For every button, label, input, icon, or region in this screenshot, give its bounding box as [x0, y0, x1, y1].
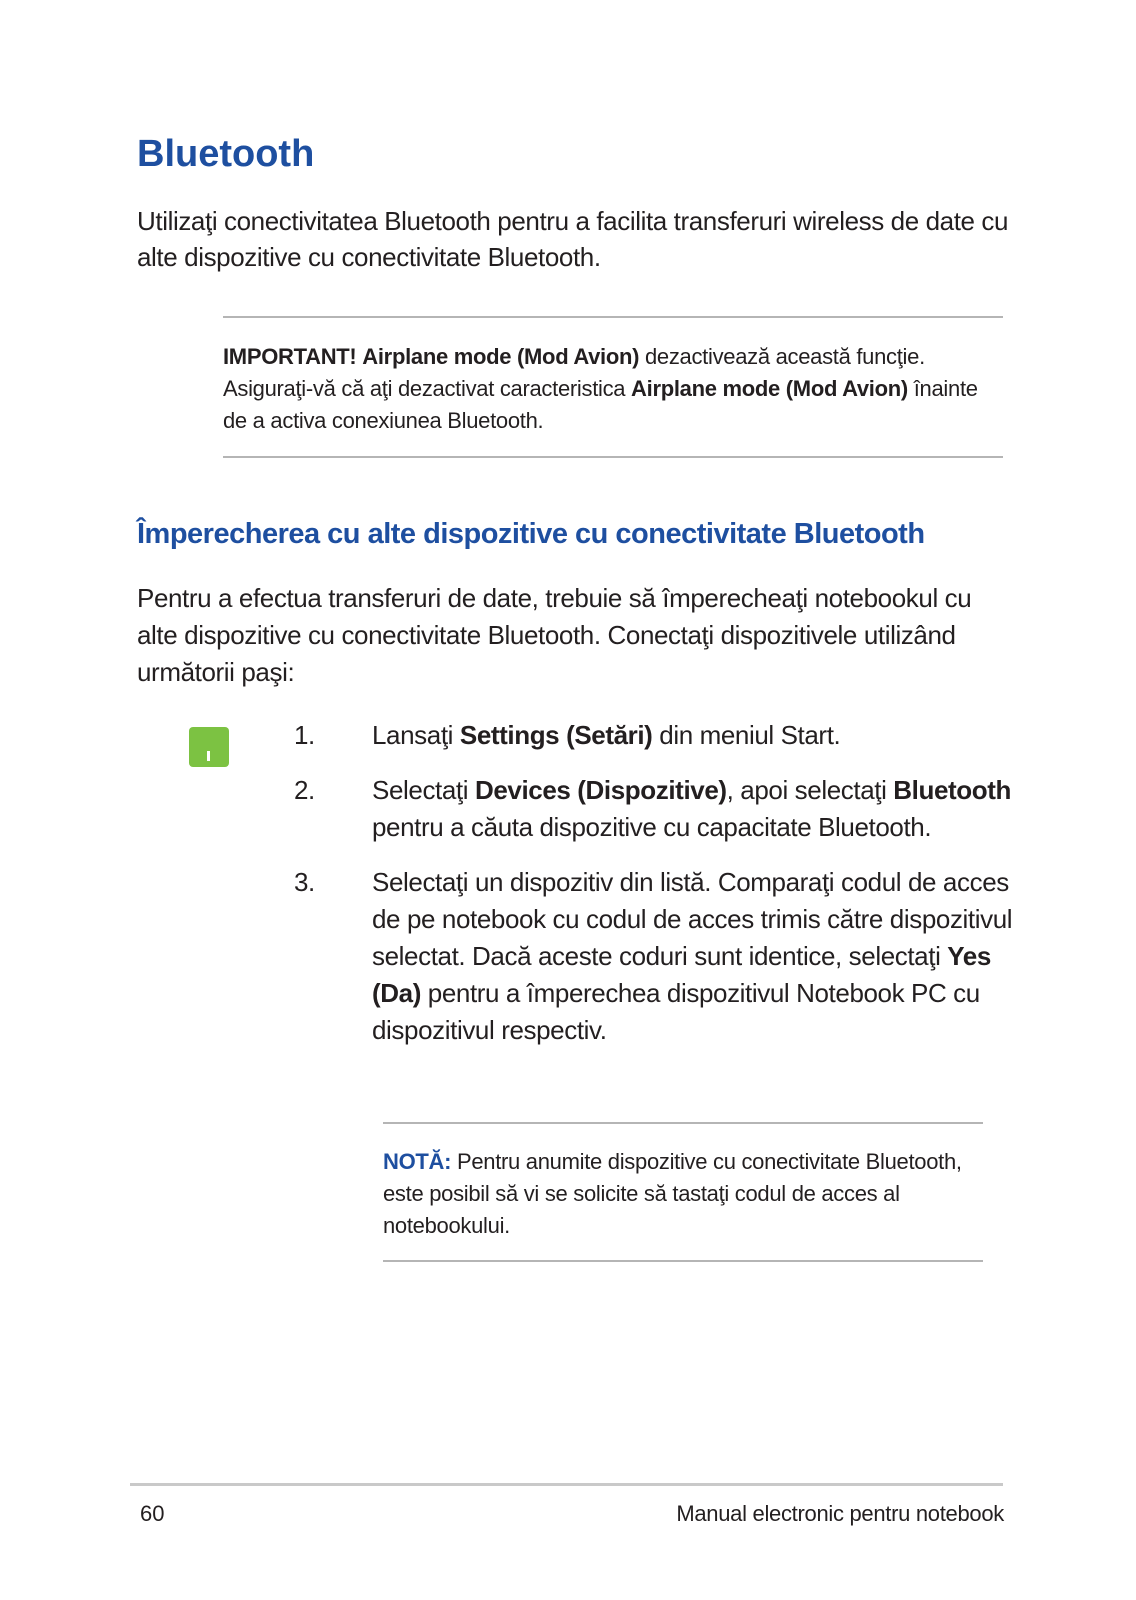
start-key-mark: [207, 751, 210, 761]
step-text-part: din meniul Start.: [652, 720, 841, 750]
step-text-part: pentru a împerechea dispozitivul Notebook PC cu dispozitivul respectiv.: [372, 978, 980, 1045]
steps-list: [294, 717, 1014, 1067]
important-bottom-divider: [223, 456, 1003, 458]
intro-paragraph: Utilizaţi conectivitatea Bluetooth pentru a facilita transferuri wireless de date cu alte dispozitive cu conectivitate Bluetooth.: [137, 206, 1009, 272]
step-text: [372, 772, 1014, 846]
windows-start-key-icon: [189, 727, 229, 767]
note-top-divider: [383, 1122, 983, 1124]
section-heading: Împerecherea cu alte dispozitive cu conectivitate Bluetooth: [137, 518, 925, 550]
step-item: [294, 717, 1014, 754]
page-title: Bluetooth: [137, 133, 315, 175]
step-text-part: , apoi selectaţi: [726, 775, 894, 805]
step-item: [294, 772, 1014, 846]
step-bold-term: Settings (Setări): [459, 720, 653, 750]
important-text-1: dezactivează această funcţie. Asiguraţi-vă că aţi dezactivat caracteristica: [223, 344, 925, 401]
note-box: [383, 1146, 983, 1242]
step-text-part: Lansaţi: [372, 720, 460, 750]
step-number: 2.: [294, 775, 315, 805]
important-text-2: înainte de a activa conexiunea Bluetooth.: [223, 376, 978, 433]
step-text: [372, 717, 1014, 754]
step-text-part: Selectaţi: [372, 775, 475, 805]
note-text: Pentru anumite dispozitive cu conectivitate Bluetooth, este posibil să vi se solicite să tastaţi codul de acces al notebookului.: [383, 1149, 962, 1238]
important-notice: [223, 341, 1003, 437]
step-bold-term: Bluetooth: [893, 775, 1012, 805]
section-paragraph: Pentru a efectua transferuri de date, trebuie să împerecheaţi notebookul cu alte dispozitive cu conectivitate Bluetooth. Conectaţi dispozitivele utilizând următorii paşi:: [137, 583, 972, 687]
note-bottom-divider: [383, 1260, 983, 1262]
step-text-part: Selectaţi un dispozitiv din listă. Comparaţi codul de acces de pe notebook cu codul de acces trimis către dispozitivul selectat. Dacă aceste coduri sunt identice, selectaţi: [372, 867, 1013, 971]
important-top-divider: [223, 316, 1003, 318]
important-term-1: Airplane mode (Mod Avion): [362, 344, 640, 369]
step-text-part: pentru a căuta dispozitive cu capacitate Bluetooth.: [372, 812, 932, 842]
footer-divider: [130, 1483, 1003, 1486]
note-label: NOTĂ:: [383, 1149, 452, 1174]
step-number: 3.: [294, 867, 315, 897]
step-item: [294, 864, 1014, 1049]
page-number: 60: [140, 1501, 165, 1526]
important-term-2: Airplane mode (Mod Avion): [631, 376, 908, 401]
step-text: [372, 864, 1014, 1049]
step-bold-term: Devices (Dispozitive): [474, 775, 727, 805]
step-number: 1.: [294, 720, 315, 750]
important-label: IMPORTANT!: [223, 344, 357, 369]
step-bold-term: Yes (Da): [372, 941, 991, 1008]
footer-manual-title: Manual electronic pentru notebook: [676, 1501, 1004, 1526]
